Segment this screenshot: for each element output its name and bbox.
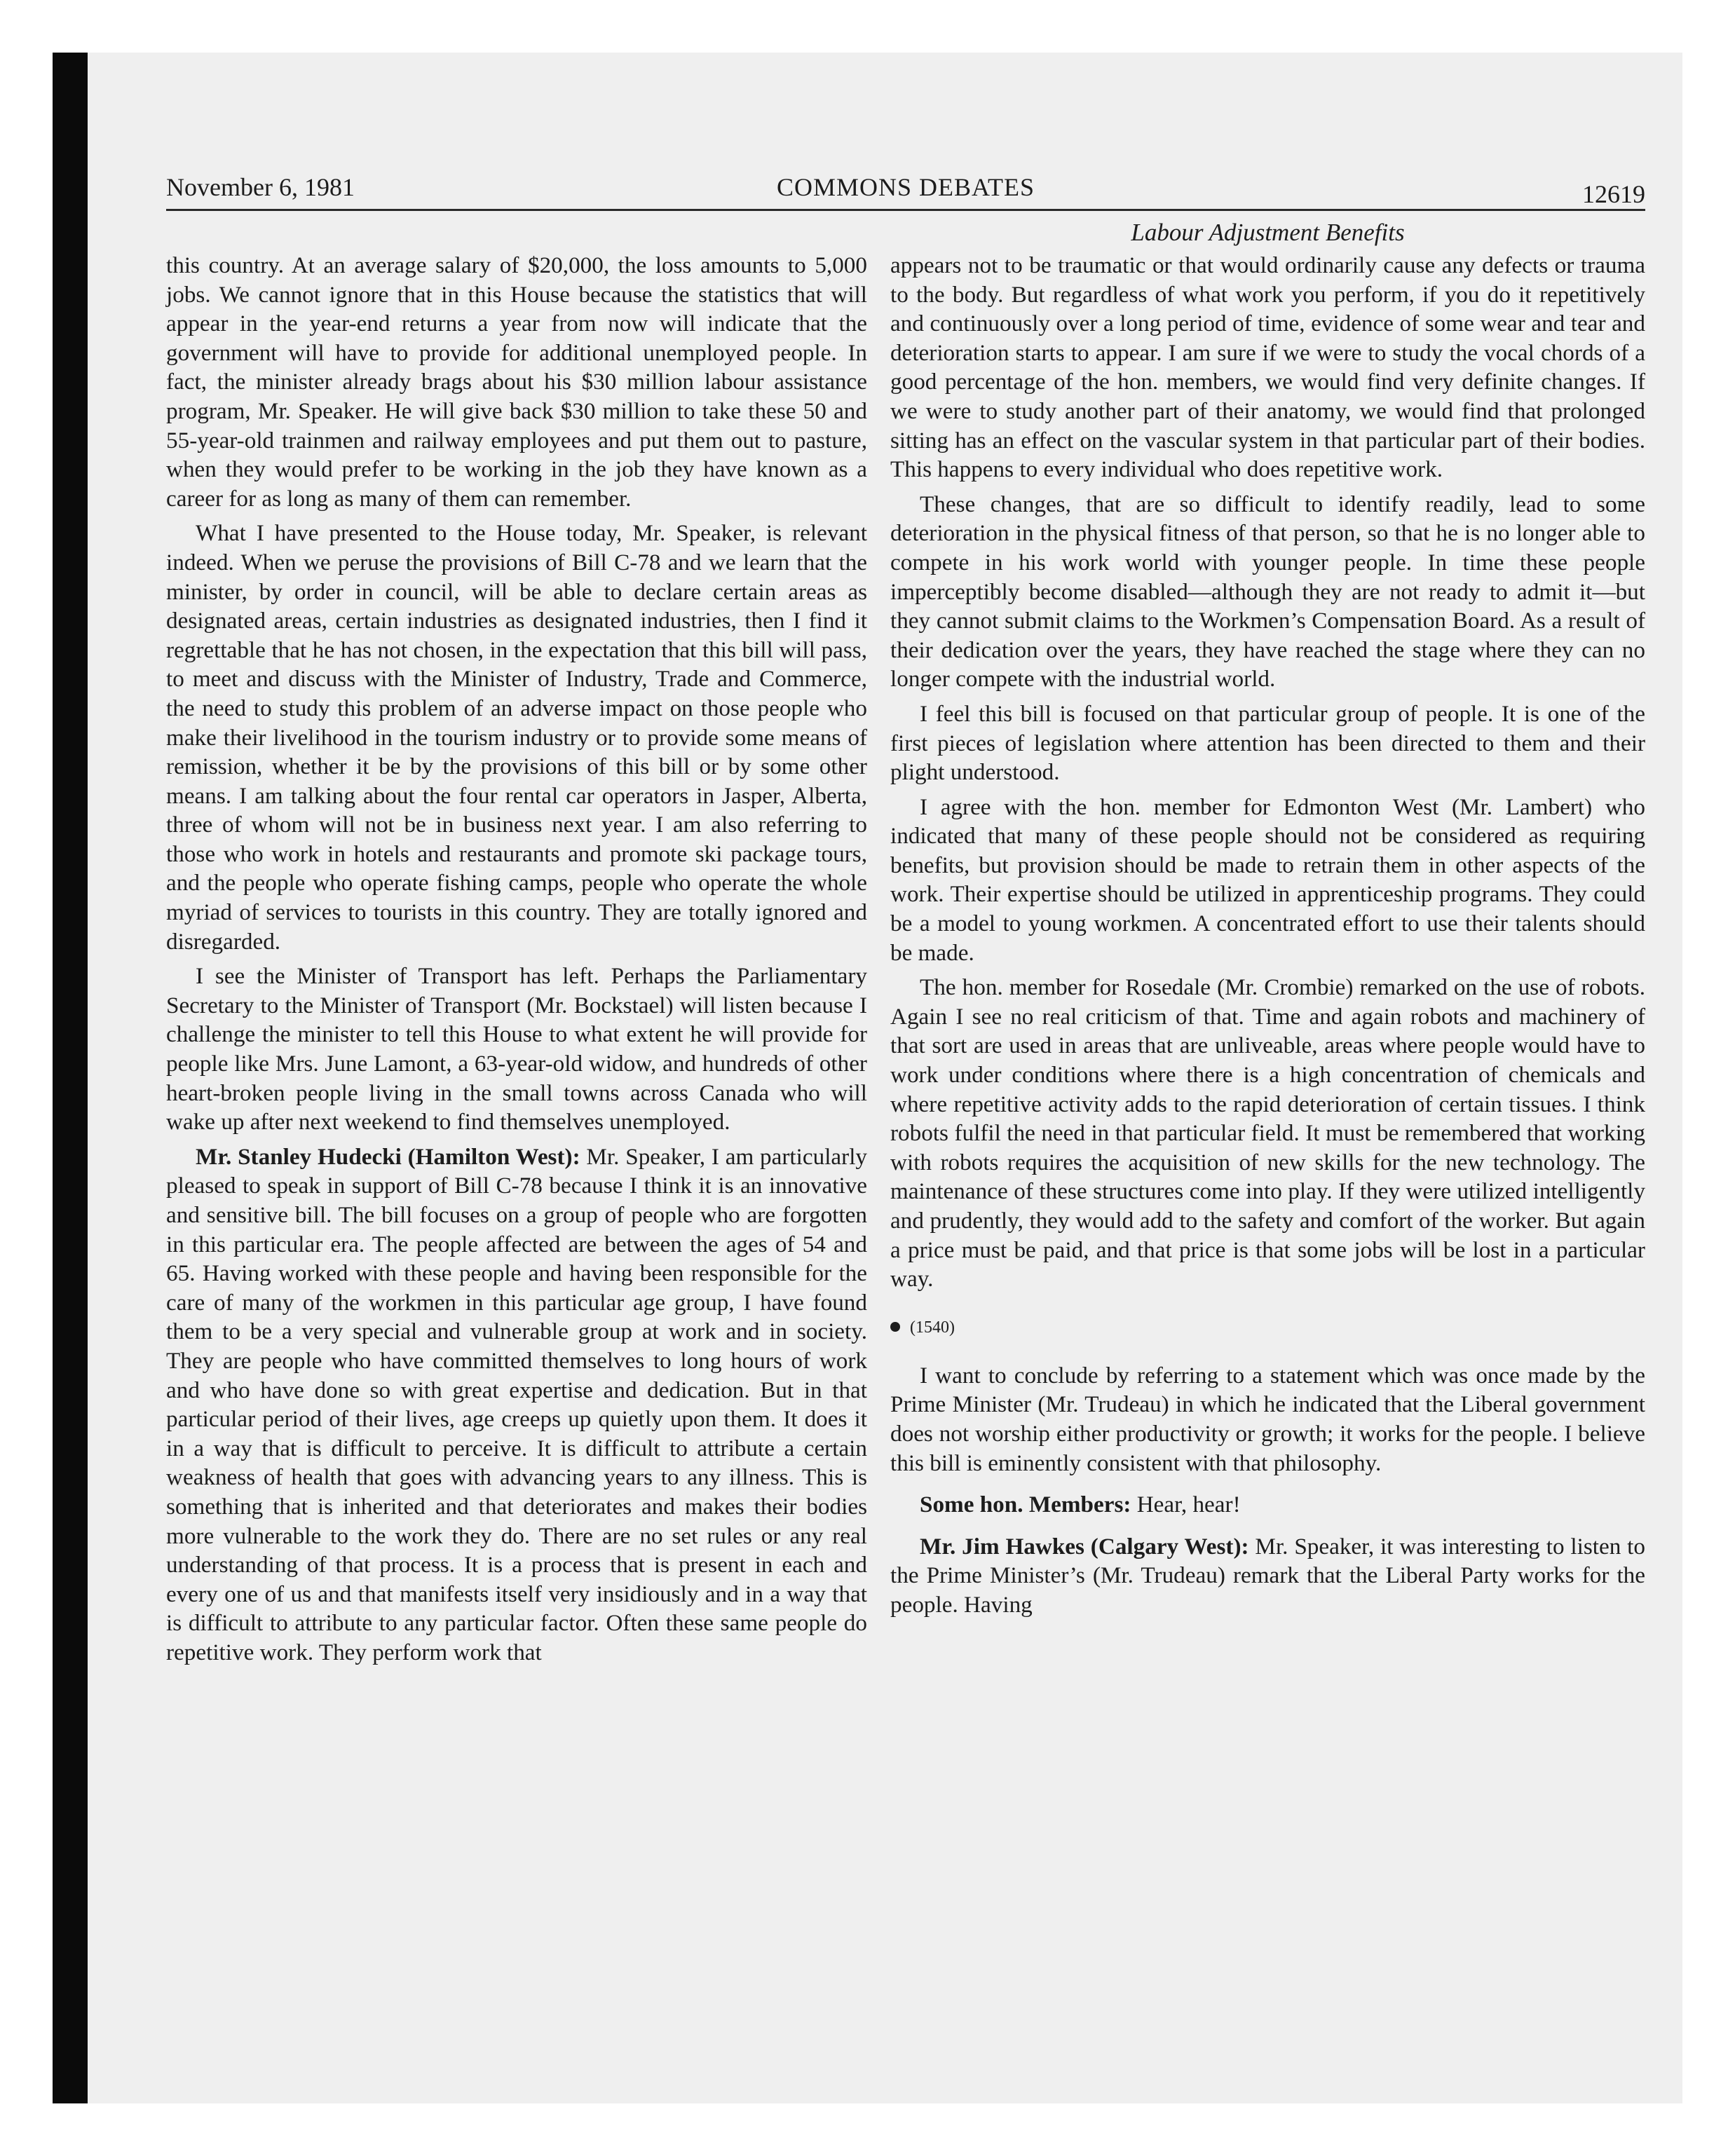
header-rule xyxy=(166,209,1645,211)
speech-text: Mr. Speaker, it was interesting to listen to the Prime Minister’s (Mr. Trudeau) remark that the Liberal Party works for the people. Having xyxy=(890,1533,1645,1618)
paragraph: I see the Minister of Transport has left. Perhaps the Parliamentary Secretary to the Minister of Transport (Mr. Bockstael) will listen because I challenge the minister to tell this House to what extent he will provide for people like Mrs. June Lamont, a 63-year-old widow, and hundreds of other heart-broken people living in the small towns across Canada who will wake up after next weekend to find themselves unemployed. xyxy=(166,963,867,1135)
paragraph: this country. At an average salary of $20,000, the loss amounts to 5,000 jobs. We cannot ignore that in this House because the statistics that will appear in the year-end returns a year from now will indicate that the government will have to provide for additional unemployed people. In fact, the minister already brags about his $30 million labour assistance program, Mr. Speaker. He will give back $30 million to take these 50 and 55-year-old trainmen and railway employees and put them out to pasture, when they would prefer to be working in the job they have known as a career for as long as many of them can remember. xyxy=(166,252,867,512)
paragraph: The hon. member for Rosedale (Mr. Crombie) remarked on the use of robots. Again I see no real criticism of that. Time and again robots and machinery of that sort are used in areas that are unliveable, areas where people would have to work under conditions where there is a high concentration of chemicals and where repetitive activity adds to the rapid deterioration of certain tissues. I think robots fulfil the need in that particular field. It must be remembered that working with robots requires the acquisition of new skills for the new technology. The maintenance of these structures come into play. If they were utilized intelligently and prudently, they would add to the safety and comfort of the worker. But again a price must be paid, and that price is that some jobs will be lost in a particular way. xyxy=(890,974,1645,1292)
speaker-name: Mr. Stanley Hudecki (Hamilton West): xyxy=(196,1143,580,1170)
timestamp-text: (1540) xyxy=(910,1318,955,1337)
paragraph: I feel this bill is focused on that particular group of people. It is one of the first pieces of legislation where attention has been directed to them and their plight understood. xyxy=(890,700,1645,786)
page-number: 12619 xyxy=(1582,180,1645,208)
speech-text: Hear, hear! xyxy=(1131,1492,1241,1518)
speech-paragraph xyxy=(166,1142,867,1667)
speaker-name: Some hon. Members: xyxy=(920,1492,1131,1518)
scanned-page xyxy=(53,53,1682,2103)
section-title: Labour Adjustment Benefits xyxy=(1131,219,1405,246)
speech-paragraph xyxy=(890,1490,1645,1520)
paragraph: I agree with the hon. member for Edmonton West (Mr. Lambert) who indicated that many of these people should not be considered as requiring benefits, but provision should be made to retrain them in other aspects of the work. Their expertise should be utilized in apprenticeship programs. They could be a model to young workmen. A concentrated effort to use their talents should be made. xyxy=(890,793,1645,966)
left-column xyxy=(166,251,867,1673)
paragraph: These changes, that are so difficult to identify readily, lead to some deterioration in the physical fitness of that person, so that he is no longer able to compete in his work world with younger people. In time these people imperceptibly become disabled—although they are not ready to admit it—but they cannot submit claims to the Workmen’s Compensation Board. As a result of their dedication over the years, they have reached the stage where they can no longer compete with the industrial world. xyxy=(890,491,1645,692)
timestamp-marker xyxy=(890,1314,1645,1342)
speech-paragraph xyxy=(890,1532,1645,1620)
paragraph: I want to conclude by referring to a statement which was once made by the Prime Minister (Mr. Trudeau) in which he indicated that the Liberal government does not worship either productivity or growth; it works for the people. I believe this bill is eminently consistent with that philosophy. xyxy=(890,1362,1645,1476)
page-header xyxy=(166,166,1645,208)
speaker-name: Mr. Jim Hawkes (Calgary West): xyxy=(920,1533,1249,1560)
header-date: November 6, 1981 xyxy=(166,173,355,201)
paragraph: appears not to be traumatic or that would ordinarily cause any defects or trauma to the body. But regardless of what work you perform, if you do it repetitively and continuously over a long period of time, evidence of some wear and tear and deterioration starts to appear. I am sure if we were to study the vocal chords of a good percentage of the hon. members, we would find very definite changes. If we were to study another part of their anatomy, we would find that prolonged sitting has an effect on the vascular system in that particular part of their bodies. This happens to every individual who does repetitive work. xyxy=(890,252,1645,483)
header-title: COMMONS DEBATES xyxy=(776,173,1035,201)
paragraph: What I have presented to the House today, Mr. Speaker, is relevant indeed. When we peruse the provisions of Bill C-78 and we learn that the minister, by order in council, will be able to declare certain areas as designated areas, certain industries as designated industries, then I find it regrettable that he has not chosen, in the expectation that this bill will pass, to meet and discuss with the Minister of Industry, Trade and Commerce, the need to study this problem of an adverse impact on those people who make their livelihood in the tourism industry or to provide some means of remission, whether it be by the provisions of this bill or by some other means. I am talking about the four rental car operators in Jasper, Alberta, three of whom will not be in business next year. I am also referring to those who work in hotels and restaurants and promote ski package tours, and the people who operate fishing camps, people who operate the whole myriad of services to tourists in this country. They are totally ignored and disregarded. xyxy=(166,520,867,955)
bullet-icon xyxy=(890,1322,900,1332)
right-column xyxy=(890,251,1645,1625)
speech-text: Mr. Speaker, I am particularly pleased to speak in support of Bill C-78 because I think it is an innovative and sensitive bill. The bill focuses on a group of people who are forgotten in this particular era. The people affected are between the ages of 54 and 65. Having worked with these people and having been responsible for the care of many of the workmen in this particular age group, I have found them to be a very special and vulnerable group at work and in society. They are people who have committed themselves to long hours of work and who have done so with great expertise and dedication. But in that particular period of their lives, age creeps up quietly upon them. It does it in a way that is difficult to perceive. It is difficult to attribute a certain weakness of health that goes with advancing years to any illness. This is something that is inherited and that deteriorates and makes their bodies more vulnerable to the work they do. There are no set rules or any real understanding of that process. It is a process that is present in each and every one of us and that manifests itself very insidiously and in a way that is difficult to attribute to any particular factor. Often these same people do repetitive work. They perform work that xyxy=(166,1143,868,1665)
binding-shadow xyxy=(53,53,88,2103)
